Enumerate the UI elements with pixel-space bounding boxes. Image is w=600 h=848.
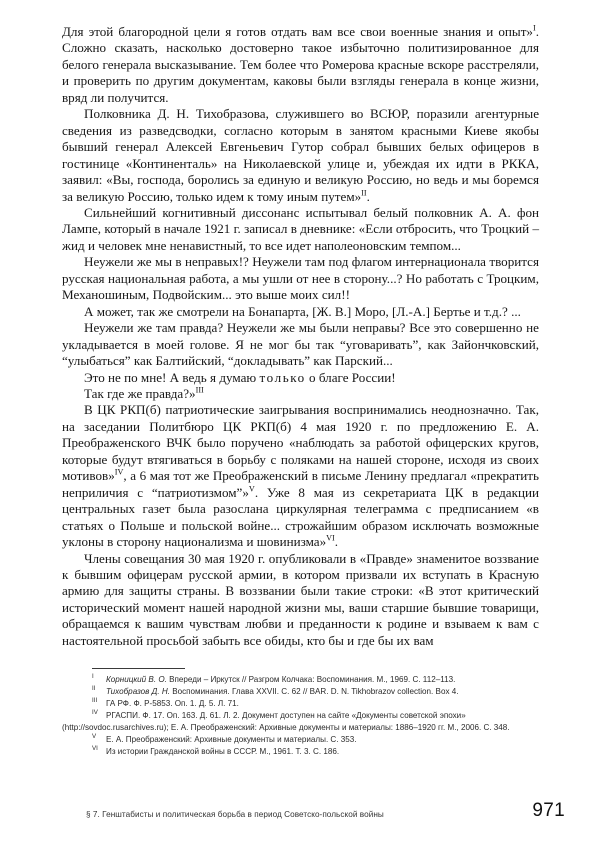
footnote-item-3: III ГА РФ. Ф. Р-5853. Оп. 1. Д. 5. Л. 71.: [92, 697, 239, 708]
footnote-ref-5[interactable]: V: [248, 484, 255, 494]
paragraph-1: [62, 24, 539, 106]
paragraph-7: [62, 370, 539, 386]
footnote-item-5: V Е. А. Преображенский: Архивные документы и материалы. С. 353.: [92, 732, 357, 744]
footnote-body-1: [106, 675, 455, 684]
paragraph-2: [62, 106, 539, 205]
paragraph-9-tail: , а 6 мая тот же Преображенский в письме Ленину предлагал «прекратить неприличия с “патриотизмом”»: [62, 468, 539, 500]
footnote-ref-2[interactable]: II: [361, 188, 367, 198]
paragraph-8: [62, 386, 539, 402]
footnote-item-6: VI Из истории Гражданской войны в СССР. М., 1961. Т. 3. С. 186.: [92, 744, 340, 756]
footnote-body-4: [62, 711, 510, 732]
page-footer: [0, 800, 600, 840]
footnote-item-2: II Тихобразов Д. Н. Воспоминания. Глава XXVII. С. 62 // BAR. D. N. Tikhobrazov collection. Box 4.: [92, 685, 459, 696]
running-head: § 7. Генштабисты и политическая борьба в период Советско-польской войны: [86, 810, 384, 819]
paragraph-3-text: Сильнейший когнитивный диссонанс испытывал белый полковник А. А. фон Лампе, который в начале 1921 г. записал в дневнике: «Если отбросить, что Троцкий – жид и человек мне ненавистный, то все идет наполеоновским темпом...: [62, 204, 539, 253]
footnote-ref-4[interactable]: IV: [114, 467, 124, 477]
paragraph-7-pre: Это не по мне! А ведь я думаю: [84, 369, 260, 385]
paragraph-8-text: Так где же правда?»: [84, 385, 196, 401]
footnote-text-3: ГА РФ. Ф. Р-5853. Оп. 1. Д. 5. Л. 71.: [106, 699, 239, 708]
paragraph-1-text: Для этой благородной цели я готов отдать вам все свои военные знания и опыт»: [62, 24, 533, 39]
footnotes-section: [62, 668, 539, 758]
footnote-text-4: РГАСПИ. Ф. 17. Оп. 163. Д. 61. Л. 2. Документ доступен на сайте «Документы советской эпохи» (http://sovdoc.rusarchives.ru); Е. А. Преображенский: Архивные документы и материалы: 1886–1920 гг. М., 2006. С. 348.: [62, 711, 510, 732]
footnote-ref-3[interactable]: III: [195, 385, 204, 395]
paragraph-10: [62, 551, 539, 650]
page-number: 971: [532, 800, 565, 821]
body-text-column: [62, 24, 539, 649]
footnote-ref-1[interactable]: I: [532, 23, 536, 33]
footnote-author-1: Корницкий В. О.: [106, 675, 167, 684]
paragraph-1-tail: . Сложно сказать, насколько достоверно такое избыточно политизированное для белого генерала высказывание. Тем более что Ромерова красные вскоре расстреляли, и проверить по другим документам, каковы были взгляды генерала в конце жизни, вряд ли получится.: [62, 24, 539, 105]
footnote-separator-rule: [92, 668, 185, 669]
footnote-text-2: Воспоминания. Глава XXVII. С. 62 // BAR. D. N. Tikhobrazov collection. Box 4.: [169, 687, 459, 696]
footnote-ref-6[interactable]: VI: [326, 533, 335, 543]
paragraph-3: [62, 205, 539, 254]
paragraph-9-text: В ЦК РКП(б) патриотические заигрывания воспринимались неоднозначно. Так, на заседании Политбюро ЦК РКП(б) 4 мая 1920 г. по предложению Е. А. Преображенского ВЧК было поручено «наблюдать за работой офицерских кругов, которые будут втягиваться в борьбу с поляками на нашей стороне, исходя из своих мотивов»: [62, 402, 539, 484]
footnote-body-3: [106, 699, 239, 708]
footnote-body-6: [106, 747, 339, 756]
paragraph-10-text: Члены совещания 30 мая 1920 г. опубликовали в «Правде» знаменитое воззвание к бывшим офицерам русской армии, в котором призвали их вступать в Красную армию для защиты страны. В воззвании были такие строки: «В этот критический исторический момент нашей народной жизни мы, ваши старшие бывшие товарищи, обращаемся к вашим чувствам любви и преданности к родине и взываем к вам с настоятельной просьбой забыть все обиды, кто бы и где бы их вам: [62, 550, 539, 648]
footnote-text-5: Е. А. Преображенский: Архивные документы и материалы. С. 353.: [106, 734, 357, 744]
paragraph-2-tail: .: [366, 188, 370, 204]
paragraph-6-text: Неужели же там правда? Неужели же мы были неправы? Все это совершенно не укладывается в моей голове. Я не мог бы так “уговаривать”, как Зайончковский, “улыбаться” как Балтийский, “докладывать” как Парский...: [62, 320, 539, 369]
footnote-body-2: [106, 687, 459, 696]
footnote-text-6: Из истории Гражданской войны в СССР. М., 1961. Т. 3. С. 186.: [106, 746, 340, 756]
footnote-text-1: Впереди – Иркутск // Разгром Колчака: Воспоминания. М., 1969. С. 112–113.: [166, 675, 456, 684]
paragraph-6: [62, 320, 539, 369]
paragraph-4: [62, 254, 539, 303]
paragraph-5-text: А может, так же смотрели на Бонапарта, [Ж. В.] Моро, [Л.-А.] Бертье и т.д.? ...: [84, 303, 521, 319]
footnote-item-1: I Корницкий В. О. Впереди – Иркутск // Разгром Колчака: Воспоминания. М., 1969. С. 112–113.: [92, 673, 456, 684]
paragraph-7-emphasis: только: [259, 369, 306, 385]
paragraph-7-post: о благе России!: [305, 369, 396, 385]
footnote-item-4: IV РГАСПИ. Ф. 17. Оп. 163. Д. 61. Л. 2. Документ доступен на сайте «Документы советской эпохи» (http://sovdoc.rusarchives.ru); Е. А. Преображенский: Архивные документы и материалы: 1886–1920 гг. М., 2006. С. 348.: [62, 709, 510, 732]
paragraph-9-tail-3: .: [334, 534, 339, 550]
footnote-author-2: Тихобразов Д. Н.: [106, 687, 170, 696]
footnote-body-5: [106, 735, 357, 744]
paragraph-4-text: Неужели же мы в неправых!? Неужели там под флагом интернационала творится русская национальная работа, а мы ушли от нее в сторону...? Но работать с Троцким, Механошиным, Подвойским... это выше моих сил!!: [62, 254, 539, 303]
paragraph-9-tail-2: . Уже 8 мая из секретариата ЦК в редакции центральных газет была разослана циркулярная телеграмма с предписанием «в статьях о Польше и польской войне... строжайшим образом исключать возможные уклоны в сторону национализма и шовинизма»: [62, 484, 539, 550]
paragraph-5: [62, 304, 539, 320]
paragraph-9: [62, 402, 539, 550]
paragraph-2-text: Полковника Д. Н. Тихобразова, служившего во ВСЮР, поразили агентурные сведения из разведсводки, согласно которым в занятом красными Киеве якобы бывший генерал Алексей Евгеньевич Гутор собрал бывших белых офицеров в гостинице «Континенталь» на Николаевской улице и, убеждая их идти в РККА, заявил: «Вы, господа, боролись за единую и великую Россию, но ведь и мы боремся за великую Россию, только идем к тому иным путем»: [62, 106, 539, 204]
